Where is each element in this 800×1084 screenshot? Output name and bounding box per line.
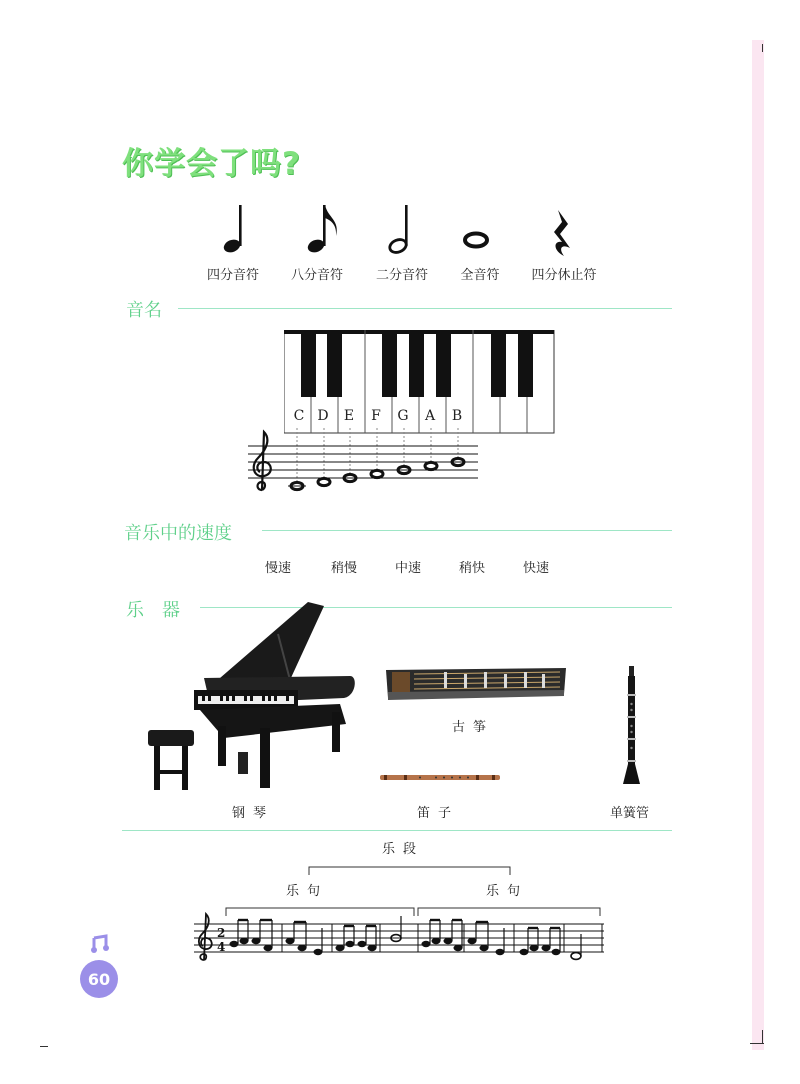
section-divider — [262, 530, 672, 531]
instrument-label: 钢琴 — [232, 806, 275, 821]
tempo-label: 快速 — [523, 561, 550, 576]
phrase-label: 乐句 — [486, 884, 529, 899]
section-divider — [178, 308, 672, 309]
section-title-pitch: 音名 — [126, 300, 162, 321]
guzheng-image — [384, 664, 568, 704]
tempo-label: 慢速 — [265, 561, 292, 576]
tempo-label: 稍快 — [459, 561, 486, 576]
note-label: 八分音符 — [290, 268, 343, 283]
treble-clef-icon — [254, 432, 271, 490]
note-label: 二分音符 — [375, 268, 428, 283]
instrument-label: 古筝 — [452, 720, 495, 735]
note-label: 四分音符 — [206, 268, 259, 283]
dizi-image — [380, 774, 502, 782]
phrase-label: 乐句 — [286, 884, 329, 899]
musical-note-icon — [90, 934, 110, 954]
section-label: 乐段 — [382, 842, 425, 857]
quarter-note-icon — [222, 205, 242, 255]
pitch-name: C — [293, 408, 305, 424]
quarter-rest-icon — [554, 210, 570, 256]
time-signature-top: 2 — [217, 926, 226, 940]
note-label: 四分休止符 — [531, 268, 597, 283]
crop-mark — [762, 1030, 763, 1044]
pitch-name: F — [371, 408, 381, 424]
crop-mark — [750, 1043, 764, 1044]
crop-mark — [762, 44, 763, 52]
instrument-label: 单簧管 — [610, 806, 650, 821]
tempo-label: 中速 — [395, 561, 422, 576]
crop-mark — [40, 1046, 48, 1047]
whole-note-icon — [465, 234, 487, 247]
clarinet-image — [622, 664, 642, 786]
time-signature-bottom: 4 — [217, 940, 226, 954]
grand-piano-image — [140, 600, 362, 796]
tempo-label: 稍慢 — [331, 561, 358, 576]
eighth-note-icon — [306, 205, 337, 255]
melody-staff — [194, 904, 606, 962]
treble-clef-icon — [199, 914, 212, 960]
note-icons — [210, 198, 630, 260]
section-title-tempo: 音乐中的速度 — [124, 523, 232, 544]
note-label: 全音符 — [460, 268, 500, 283]
page-number: 60 — [80, 960, 118, 998]
pitch-name: A — [424, 408, 436, 424]
section-bracket — [308, 866, 512, 876]
pitch-staff — [244, 424, 484, 496]
pitch-name: B — [451, 408, 463, 424]
section-title-instruments: 乐 器 — [126, 600, 180, 621]
page-title: 你学会了吗? — [122, 146, 301, 182]
page-edge-strip — [752, 40, 764, 1050]
half-note-icon — [388, 205, 408, 255]
section-divider — [122, 830, 672, 831]
instrument-label: 笛子 — [417, 806, 460, 821]
pitch-name: E — [343, 408, 355, 424]
pitch-name: G — [397, 408, 409, 424]
pitch-name: D — [317, 408, 329, 424]
